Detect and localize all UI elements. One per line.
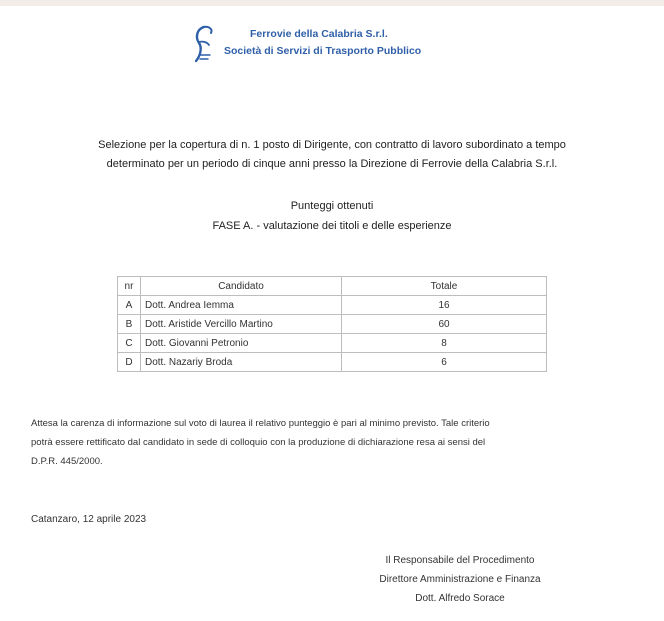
- table-header-row: [118, 277, 547, 296]
- cell-total: 6: [342, 353, 547, 372]
- section-heading: [0, 196, 664, 236]
- scores-table: [117, 276, 547, 372]
- signature-title: Direttore Amministrazione e Finanza: [379, 574, 541, 585]
- column-header-total: Totale: [342, 277, 547, 296]
- cell-nr: B: [118, 315, 141, 334]
- cell-candidate: Dott. Giovanni Petronio: [141, 334, 342, 353]
- cell-candidate: Dott. Aristide Vercillo Martino: [141, 315, 342, 334]
- company-name: [224, 26, 421, 60]
- cell-nr: C: [118, 334, 141, 353]
- company-name-line1: Ferrovie della Calabria S.r.l.: [250, 28, 388, 40]
- place-date: Catanzaro, 12 aprile 2023: [31, 514, 147, 525]
- cell-candidate: Dott. Nazariy Broda: [141, 353, 342, 372]
- cell-nr: A: [118, 296, 141, 315]
- signature-block: [350, 551, 570, 608]
- table-row: [118, 296, 547, 315]
- column-header-nr: nr: [118, 277, 141, 296]
- note-line: Attesa la carenza di informazione sul voto di laurea il relativo punteggio è pari al minimo previsto. Tale criterio: [31, 418, 490, 429]
- letterhead: [190, 24, 510, 68]
- document-title-line1: Selezione per la copertura di n. 1 posto di Dirigente, con contratto di lavoro subordinato a tempo: [98, 139, 566, 151]
- cell-total: 60: [342, 315, 547, 334]
- top-border-strip: [0, 0, 664, 6]
- document-title-line2: determinato per un periodo di cinque anni presso la Direzione di Ferrovie della Calabria S.r.l.: [106, 158, 558, 170]
- column-header-candidate: Candidato: [141, 277, 342, 296]
- cell-total: 8: [342, 334, 547, 353]
- note-line: potrà essere rettificato dal candidato in sede di colloquio con la produzione di dichiarazione resa ai sensi del: [31, 437, 486, 448]
- cell-total: 16: [342, 296, 547, 315]
- table-row: [118, 353, 547, 372]
- note-line: D.P.R. 445/2000.: [31, 456, 103, 467]
- document-title: [30, 136, 634, 174]
- scores-heading: Punteggi ottenuti: [290, 200, 374, 212]
- note-paragraph: [31, 414, 641, 471]
- fc-logo-icon: [190, 24, 216, 64]
- company-name-line2: Società di Servizi di Trasporto Pubblico: [224, 45, 422, 57]
- cell-nr: D: [118, 353, 141, 372]
- phase-heading: FASE A. - valutazione dei titoli e delle esperienze: [212, 220, 452, 232]
- cell-candidate: Dott. Andrea Iemma: [141, 296, 342, 315]
- table-row: [118, 334, 547, 353]
- signature-role: Il Responsabile del Procedimento: [385, 555, 535, 566]
- signature-name: Dott. Alfredo Sorace: [415, 593, 505, 604]
- table-row: [118, 315, 547, 334]
